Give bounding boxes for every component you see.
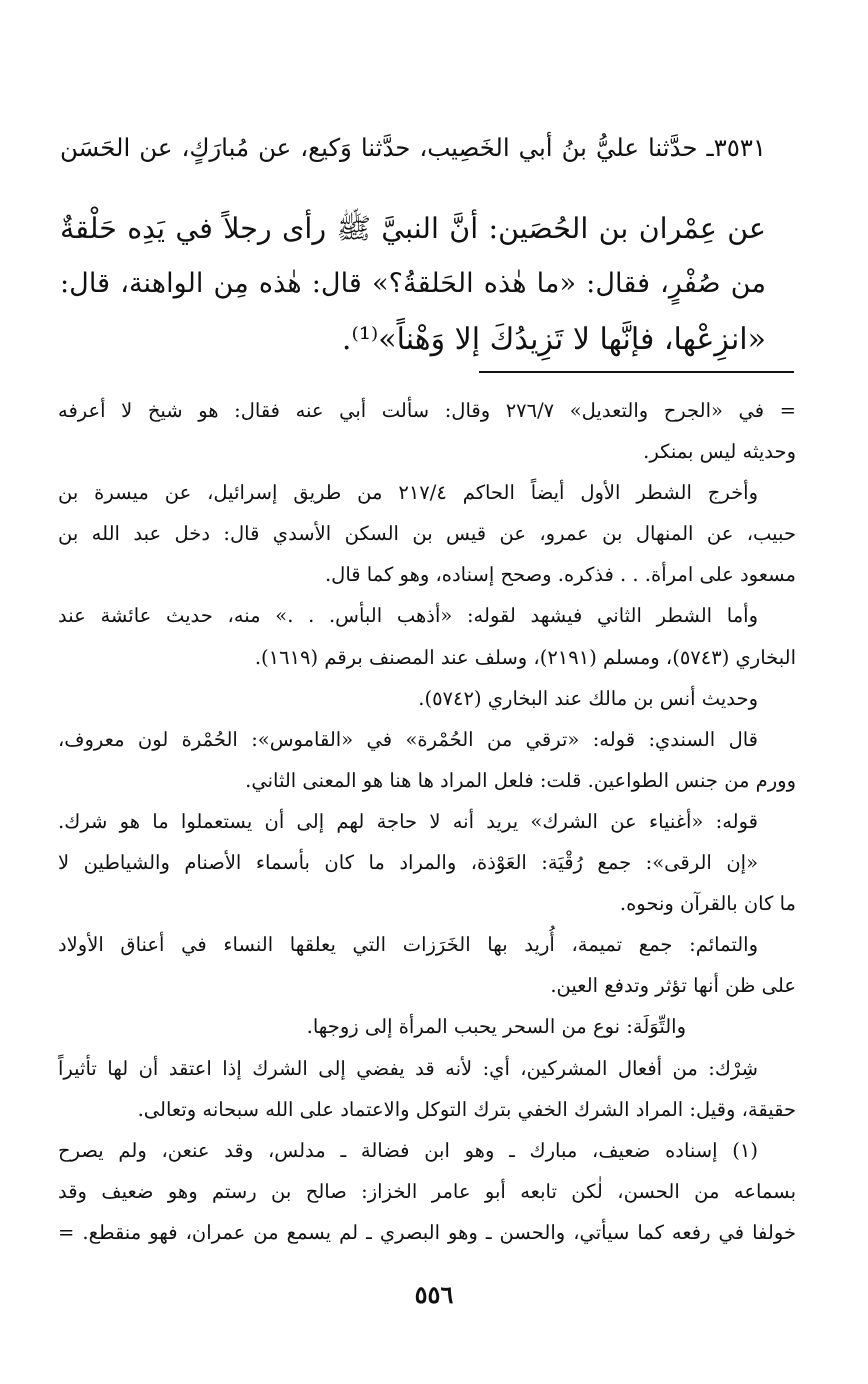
page-number: ٥٥٦	[414, 1280, 454, 1309]
matn-line: «انزِعْها، فإنَّها لا تَزِيدُكَ إلا وَهْناً»⁽¹⁾.	[341, 322, 766, 357]
footnote-line: مسعود على امرأة. . . فذكره. وصحح إسناده، وهو كما قال.	[324, 563, 796, 587]
footnote-line: شِرْك: من أفعال المشركين، أي: لأنه قد يفضي إلى الشرك إذا اعتقد أن لها تأثيراً	[58, 1056, 758, 1080]
footnote-line: قال السندي: قوله: «ترقي من الحُمْرة» في «القاموس»: الحُمْرة لون معروف،	[58, 727, 758, 751]
footnotes	[58, 390, 796, 1253]
footnote-line: خولفا في رفعه كما سيأتي، والحسن ـ وهو البصري ـ لم يسمع من عمران، فهو منقطع. =	[58, 1220, 796, 1244]
footnote-line: «إن الرقى»: جمع رُقْيَة: العَوْذة، والمراد ما كان بأسماء الأصنام والشياطين لا	[58, 851, 758, 875]
footnote-line: وحديثه ليس بمنكر.	[643, 440, 796, 464]
footnote-line: والتمائم: جمع تميمة، أُريد بها الخَرَزات التي يعلقها النساء في أعناق الأولاد	[58, 933, 758, 957]
footnote-line: والتِّوَلَة: نوع من السحر يحبب المرأة إلى زوجها.	[306, 1015, 686, 1039]
footnote-line: = في «الجرح والتعديل» ٢٧٦/٧ وقال: سألت أبي عنه فقال: هو شيخ لا أعرفه	[58, 399, 796, 422]
hadith-matn	[60, 200, 766, 368]
hadith-isnad: ٣٥٣١ـ حدَّثنا عليُّ بنُ أبي الخَصِيب، حدَّثنا وَكيع، عن مُبارَكٍ، عن الحَسَن	[60, 133, 766, 162]
footnote-line: البخاري (٥٧٤٣)، ومسلم (٢١٩١)، وسلف عند المصنف برقم (١٦١٩).	[254, 645, 796, 669]
footnote-line: حقيقة، وقيل: المراد الشرك الخفي بترك التوكل والاعتماد على الله سبحانه وتعالى.	[137, 1097, 796, 1121]
footnote-line: وورم من جنس الطواعين. قلت: فلعل المراد ها هنا هو المعنى الثاني.	[245, 768, 796, 792]
footnote-line: على ظن أنها تؤثر وتدفع العين.	[550, 974, 796, 998]
footnote-line: وأما الشطر الثاني فيشهد لقوله: «أذهب البأس. . .» منه، حديث عائشة عند	[58, 604, 758, 628]
footnote-line: وحديث أنس بن مالك عند البخاري (٥٧٤٢).	[418, 686, 758, 710]
footnote-line: حبيب، عن المنهال بن عمرو، عن قيس بن السكن الأسدي قال: دخل عبد الله بن	[58, 522, 796, 546]
footnote-line: قوله: «أغنياء عن الشرك» يريد أنه لا حاجة لهم إلى أن يستعملوا ما هو شرك.	[58, 809, 758, 833]
matn-line: عن عِمْران بن الحُصَين: أنَّ النبيَّ ﷺ رأى رجلاً في يَدِه حَلْقةٌ	[60, 211, 766, 245]
matn-line: من صُفْرٍ، فقال: «ما هٰذه الحَلقةُ؟» قال: هٰذه مِن الواهنة، قال:	[60, 268, 766, 299]
footnote-separator	[479, 371, 794, 373]
footnote-line: (١) إسناده ضعيف، مبارك ـ وهو ابن فضالة ـ مدلس، وقد عنعن، ولم يصرح	[58, 1138, 758, 1162]
footnote-line: بسماعه من الحسن، لٰكن تابعه أبو عامر الخزاز: صالح بن رستم وهو ضعيف وقد	[58, 1179, 796, 1203]
footnote-line: ما كان بالقرآن ونحوه.	[619, 892, 796, 916]
footnote-line: وأخرج الشطر الأول أيضاً الحاكم ٢١٧/٤ من طريق إسرائيل، عن ميسرة بن	[58, 481, 758, 505]
